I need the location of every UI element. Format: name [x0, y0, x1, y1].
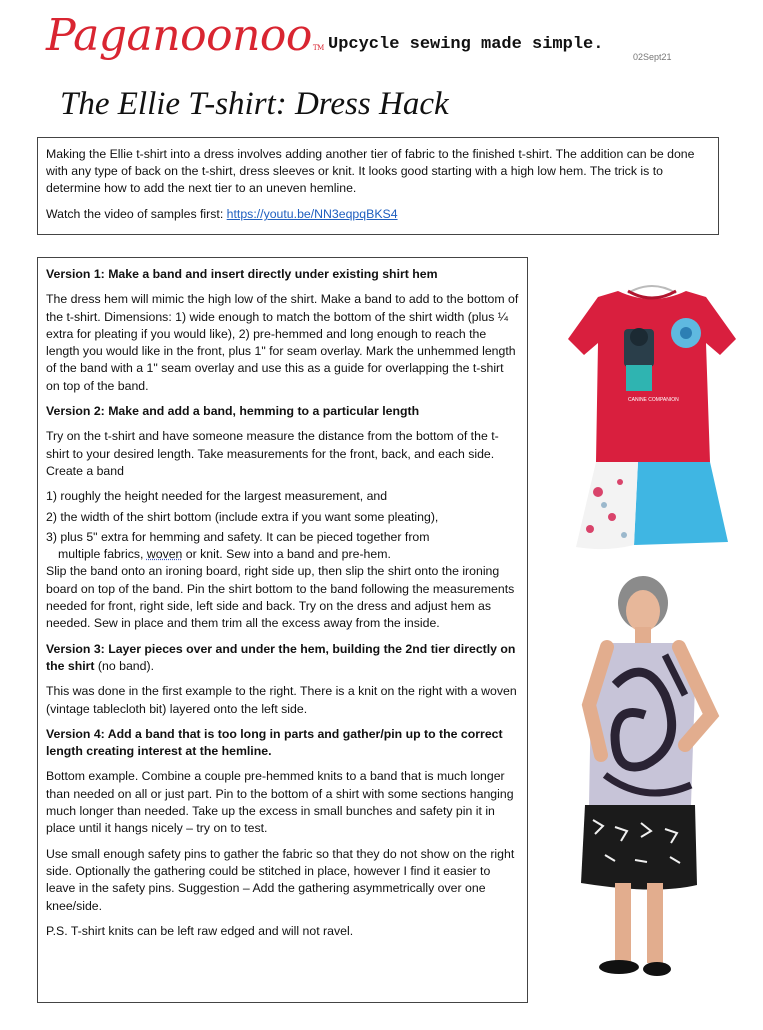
intro-paragraph: Making the Ellie t-shirt into a dress involves adding another tier of fabric to the finished t-shirt. The addition can be done with any type of back on the t-shirt, dress sleeves or knit. It looks good starting with a high low hem. The trick is to determine how to add the next tier to an uneven hemline. [46, 147, 695, 195]
version-3-body: This was done in the first example to the right. There is a knit on the right with a woven (vintage tablecloth bit) layered onto the left side. [46, 684, 517, 716]
version-2-item-2: 2) the width of the shirt bottom (include extra if you want some pleating), [46, 509, 439, 524]
version-1-body: The dress hem will mimic the high low of the shirt. Make a band to add to the bottom of the t-shirt. Dimensions: 1) wide enough to match the bottom of the shirt width (plus ¼ extra for pleating if you would like), 2) pre-hemmed and long enough to reach the length you would like in the front, plus 1" for seam overlay. Mark the unhemmed length of the band with a 1" seam overlay and use this as a guide for overlapping the t-shirt on top of the band. [46, 292, 519, 393]
logo-text: Paganoonoo [46, 10, 312, 61]
logo-trademark: TM [312, 44, 324, 52]
date-code: 02Sept21 [633, 52, 672, 62]
video-line [46, 206, 710, 223]
version-4-body-2: Use small enough safety pins to gather the fabric so that they do not show on the right side. Optionally the gathering could be stitched in place, however I find it easier to leave in the safety pins. Suggestion – Add the gathering asymmetrically over one knee/side. [46, 846, 515, 913]
tagline: Upcycle sewing made simple. [328, 35, 604, 54]
version-3-heading-line [46, 641, 519, 676]
version-2-item-3 [46, 529, 519, 564]
page-title: The Ellie T-shirt: Dress Hack [60, 86, 449, 122]
version-4-body: Bottom example. Combine a couple pre-hemmed knits to a band that is much longer than needed on all or just part. Pin to the bottom of a shirt with some sections hanging much longer than needed. Take up the excess in small bunches and safety pin it in place until it hangs nicely – try on to test. [46, 769, 514, 836]
version-3-heading-suffix: (no band). [94, 658, 154, 673]
version-2-body: Try on the t-shirt and have someone measure the distance from the bottom of the t-shirt to your desired length. Take measurements for the front, back, and each side. Create a band [46, 429, 499, 478]
woman-photo [545, 565, 735, 990]
item-3-post: or knit. Sew into a band and pre-hem. [182, 547, 391, 562]
version-2-item-3-line-1: 3) plus 5" extra for hemming and safety. It can be pieced together from [46, 529, 430, 544]
video-prefix: Watch the video of samples first: [46, 207, 227, 221]
woven-word: woven [146, 547, 183, 562]
version-2-item-1: 1) roughly the height needed for the largest measurement, and [46, 489, 388, 504]
postscript: P.S. T-shirt knits can be left raw edged and will not ravel. [46, 923, 354, 938]
shirt-print-text: CANINE COMPANION [628, 397, 679, 403]
dress-photo [568, 277, 736, 559]
item-3-pre: multiple fabrics, [58, 547, 147, 562]
version-2-body-2: Slip the band onto an ironing board, right side up, then slip the shirt onto the ironing board on top of the band. Pin the shirt bottom to the band following the measurements needed for front, right side, left side and back. Try on the dress and adjust hem as needed. Sew in place and them trim all the excess away from the inside. [46, 564, 515, 631]
intro-box [37, 137, 719, 235]
logo [46, 10, 324, 61]
instructions-box [37, 257, 528, 1003]
video-link[interactable]: https://youtu.be/NN3eqpqBKS4 [226, 207, 398, 221]
version-4-heading: Version 4: Add a band that is too long in parts and gather/pin up to the correct length creating interest at the hemline. [46, 726, 503, 759]
version-2-item-3-line-2 [46, 547, 391, 561]
version-3-heading: Version 3: Layer pieces over and under the hem, building the 2nd tier directly on the shirt [46, 641, 516, 673]
version-1-heading: Version 1: Make a band and insert directly under existing shirt hem [46, 267, 438, 281]
version-2-heading: Version 2: Make and add a band, hemming to a particular length [46, 404, 420, 419]
